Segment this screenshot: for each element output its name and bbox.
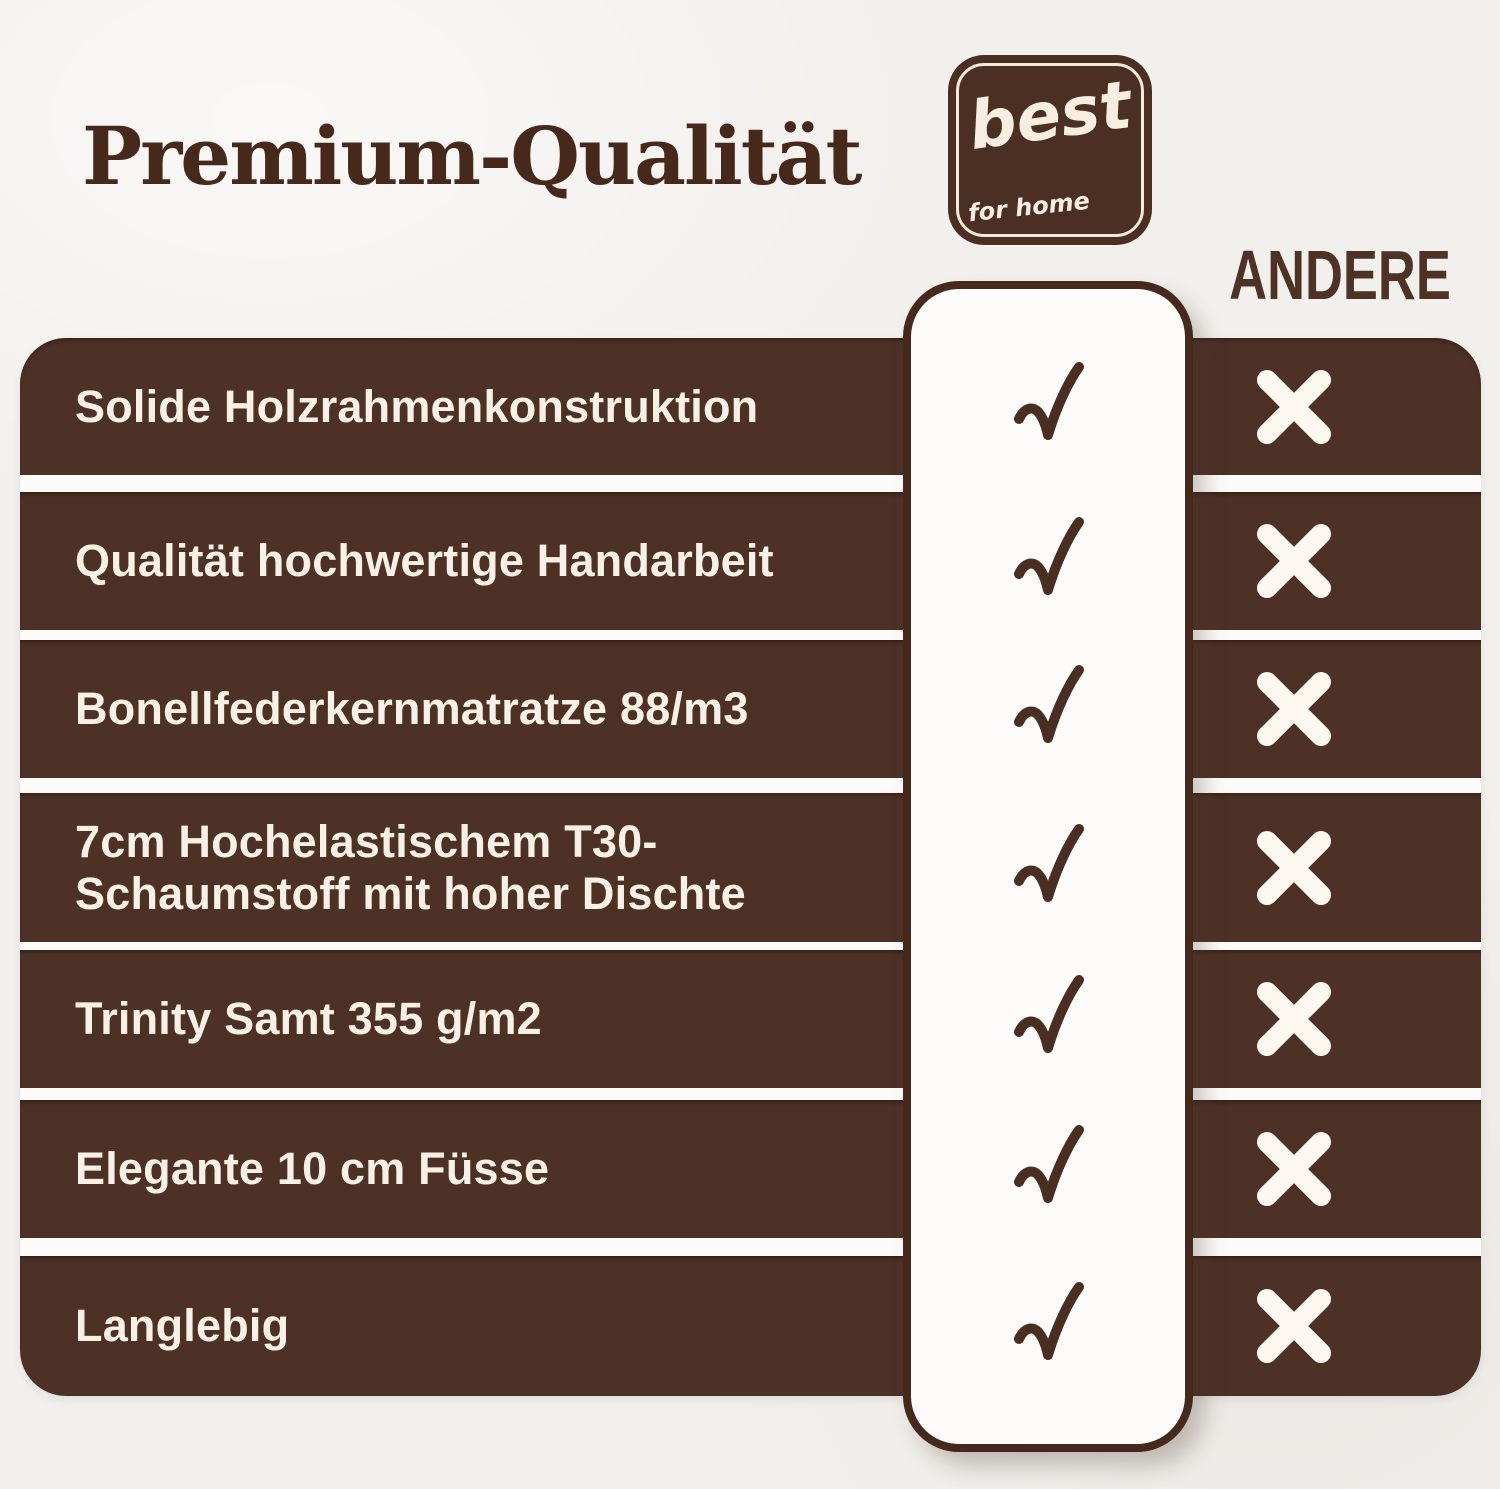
feature-label: Trinity Samt 355 g/m2: [75, 993, 542, 1044]
comparison-row: [20, 492, 1481, 630]
check-icon: [1010, 1121, 1086, 1217]
page-title: Premium-Qualität: [82, 109, 861, 203]
comparison-table: [20, 338, 1481, 1396]
cross-icon: [1251, 976, 1337, 1062]
cross-icon: [1251, 666, 1337, 752]
cross-icon: [1251, 1283, 1337, 1369]
cross-icon: [1251, 364, 1337, 450]
brand-logo: [948, 55, 1152, 245]
check-icon: [1010, 513, 1086, 609]
feature-label: Qualität hochwertige Handarbeit: [75, 535, 774, 586]
cross-icon: [1251, 825, 1337, 911]
feature-label: Langlebig: [75, 1300, 290, 1351]
brand-logo-wordmark: best: [963, 66, 1136, 165]
check-icon: [1010, 358, 1086, 454]
feature-label: 7cm Hochelastischem T30- Schaumstoff mit hoher Dischte: [75, 815, 746, 919]
cross-icon: [1251, 518, 1337, 604]
comparison-row: [20, 1256, 1481, 1396]
comparison-row: [20, 950, 1481, 1088]
comparison-row: [20, 640, 1481, 778]
feature-label: Solide Holzrahmenkonstruktion: [75, 380, 759, 432]
check-icon: [1010, 971, 1086, 1067]
check-icon: [1010, 820, 1086, 916]
check-icon: [1010, 1278, 1086, 1374]
comparison-row: [20, 1100, 1481, 1238]
cross-icon: [1251, 1126, 1337, 1212]
feature-label: Elegante 10 cm Füsse: [75, 1143, 550, 1194]
best-column-panel: [903, 281, 1193, 1452]
brand-logo-tagline: for home: [966, 186, 1092, 228]
competitor-column-header: ANDERE: [1229, 236, 1451, 314]
comparison-row: [20, 793, 1481, 942]
check-icon: [1010, 661, 1086, 757]
comparison-row: [20, 338, 1481, 475]
feature-label: Bonellfederkernmatratze 88/m3: [75, 683, 749, 734]
